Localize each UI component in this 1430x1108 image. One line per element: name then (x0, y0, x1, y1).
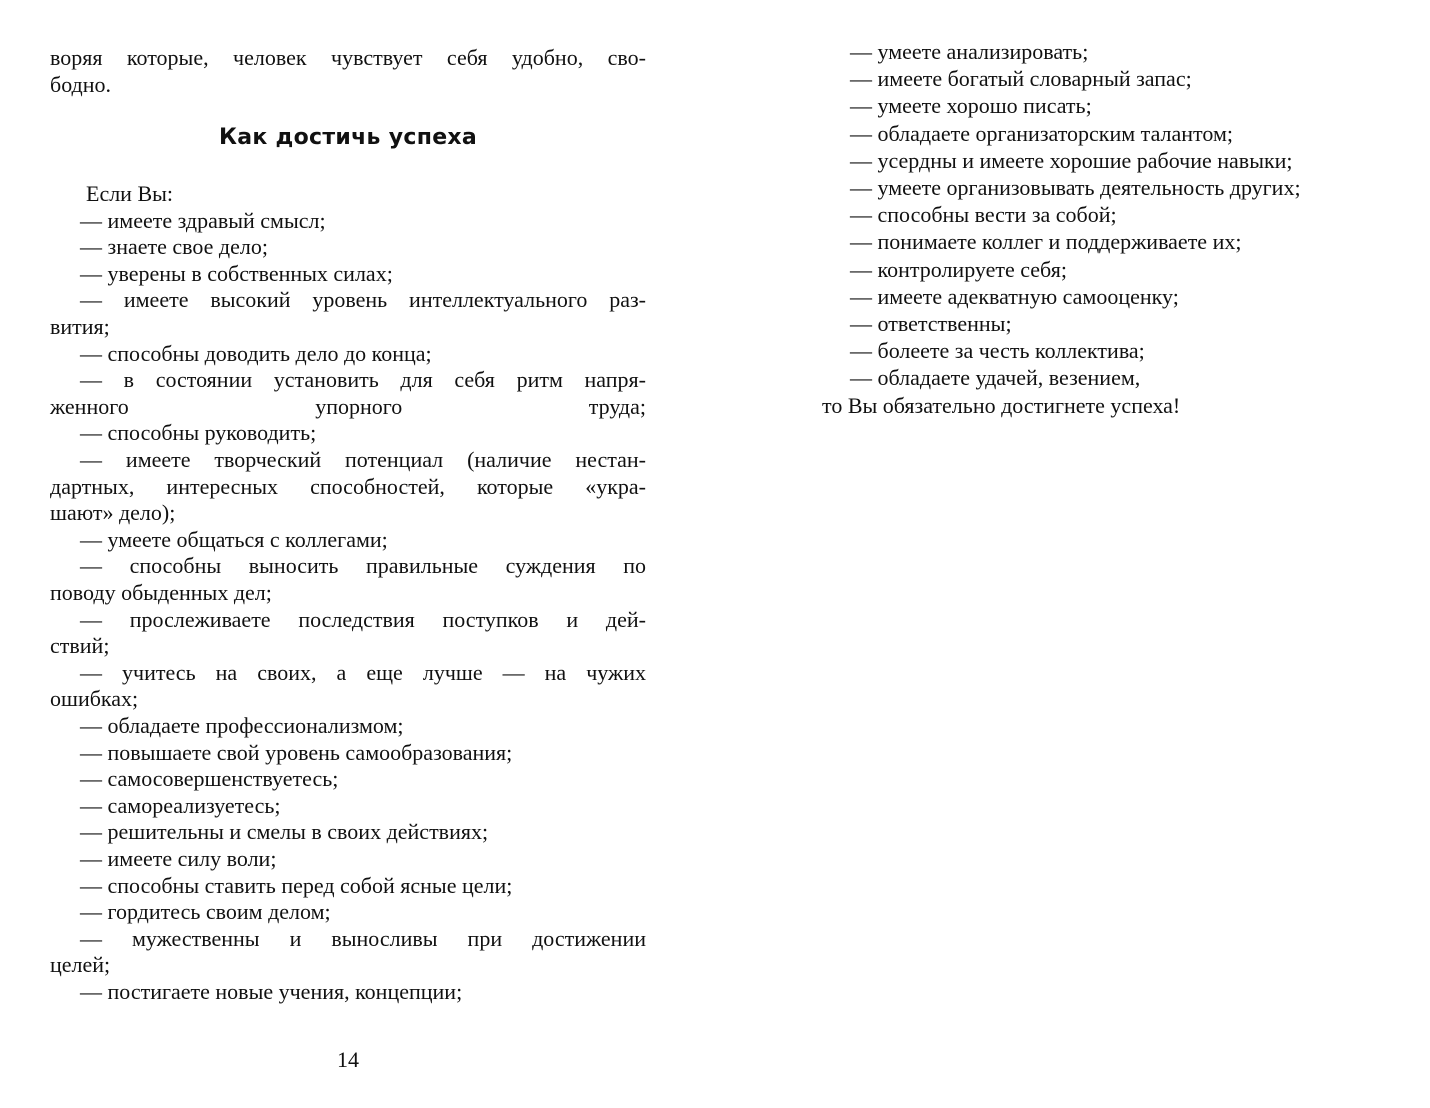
text-line: — самореализуетесь; (80, 792, 281, 818)
text-line: — способны ставить перед собой ясные цели; (80, 872, 513, 898)
text-line: Если Вы: (86, 181, 174, 206)
text-line: — знаете свое дело; (80, 234, 268, 260)
text-line: — уверены в собственных силах; (80, 260, 393, 286)
page-number: 14 (337, 1047, 359, 1072)
text-line: — контролируете себя; (850, 256, 1067, 282)
text-line: — обладаете организаторским талантом; (850, 120, 1233, 146)
text-line: — умеете общаться с коллегами; (80, 526, 388, 552)
text-line: то Вы обязательно достигнете успеха! (822, 392, 1181, 418)
text-line: — гордитесь своим делом; (80, 899, 331, 925)
text-line: — способны выносить правильные суждения по (80, 553, 646, 579)
text-line: — умеете анализировать; (850, 39, 1089, 64)
text-line: женного упорного труда; (50, 393, 646, 419)
text-line: — повышаете свой уровень самообразования; (80, 739, 513, 765)
text-line: — умеете хорошо писать; (850, 93, 1092, 119)
text-line: — обладаете удачей, везением, (850, 365, 1141, 391)
text-line: — постигаете новые учения, концепции; (80, 979, 463, 1004)
text-line: ствий; (50, 633, 110, 659)
text-line: — имеете здравый смысл; (80, 207, 326, 233)
text-line: — ответственны; (850, 311, 1012, 336)
text-line: воряя которые, человек чувствует себя удобно, сво- (50, 45, 646, 70)
text-line: — решительны и смелы в своих действиях; (80, 819, 489, 845)
text-line: — имеете силу воли; (80, 846, 277, 871)
text-line: — имеете богатый словарный запас; (850, 66, 1192, 92)
text-line: — имеете творческий потенциал (наличие нестан- (80, 447, 646, 472)
text-line: шают» дело); (50, 500, 176, 526)
text-line: — способны вести за собой; (850, 202, 1117, 228)
text-line: — болеете за честь коллектива; (850, 338, 1145, 364)
text-line: — имеете высокий уровень интеллектуального раз- (80, 287, 646, 313)
text-line: дартных, интересных способностей, которые «укра- (50, 473, 646, 499)
text-line: ошибках; (50, 686, 139, 712)
text-line: — мужественны и выносливы при достижении (80, 925, 646, 951)
text-line: — обладаете профессионализмом; (80, 713, 404, 738)
text-line: целей; (50, 952, 111, 978)
text-line: — имеете адекватную самооценку; (850, 283, 1179, 309)
text-line: — в состоянии установить для себя ритм напря- (80, 367, 646, 393)
text-line: — учитесь на своих, а еще лучше — на чужих (80, 659, 646, 685)
text-line: — самосовершенствуетесь; (80, 766, 339, 792)
text-line: бодно. (50, 72, 112, 97)
text-line: — усердны и имеете хорошие рабочие навыки; (850, 147, 1293, 173)
section-heading: Как достичь успеха (218, 125, 478, 150)
text-line: — способны доводить дело до конца; (80, 340, 432, 366)
text-line: — способны руководить; (80, 420, 317, 446)
text-line: — прослеживаете последствия поступков и дей- (80, 606, 646, 632)
text-line: поводу обыденных дел; (50, 580, 272, 605)
text-line: вития; (50, 314, 110, 339)
text-line: — умеете организовывать деятельность других; (850, 175, 1301, 200)
text-line: — понимаете коллег и поддерживаете их; (850, 229, 1242, 255)
